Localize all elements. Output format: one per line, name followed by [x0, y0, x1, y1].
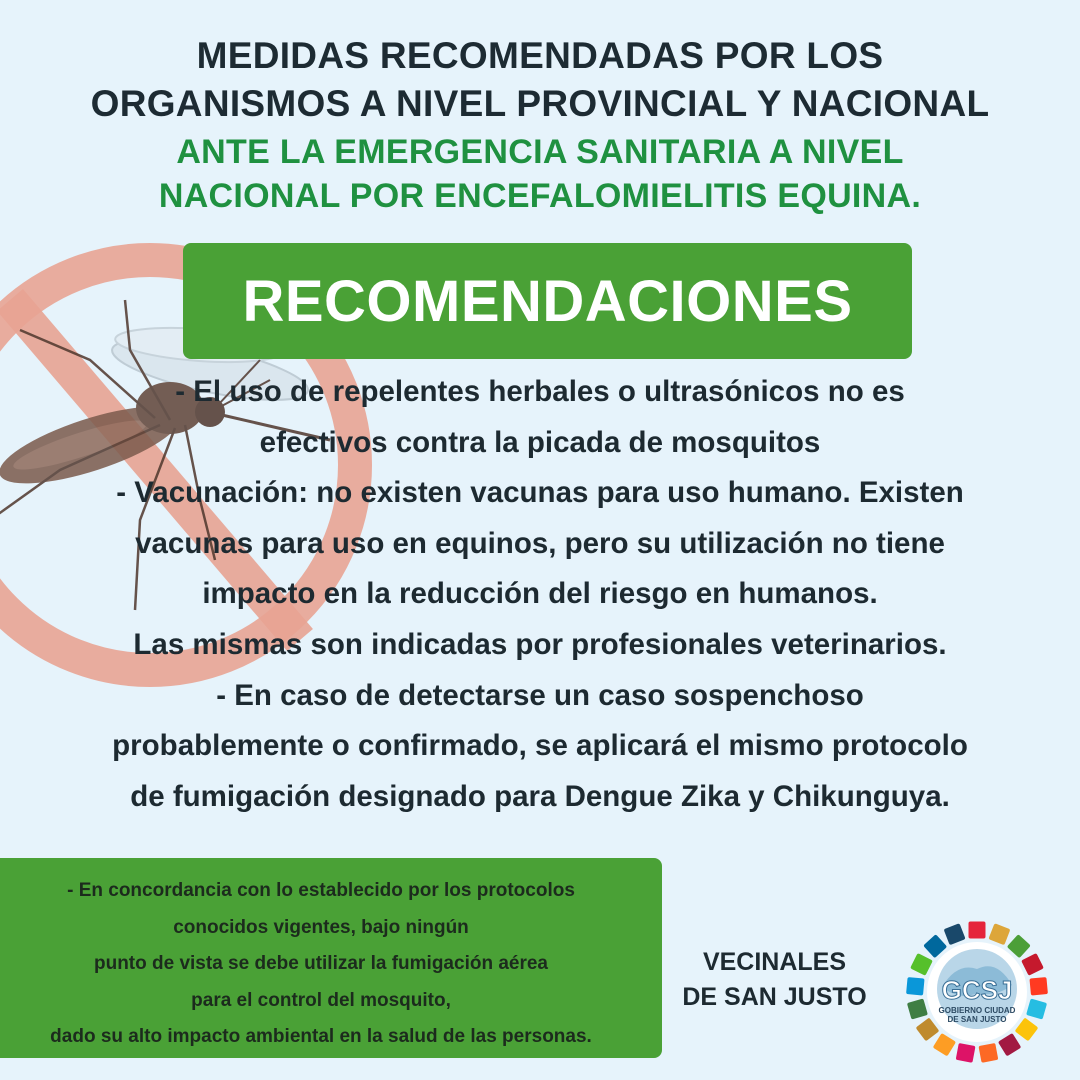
- sdg-tile: [988, 923, 1010, 945]
- recommendation-line: Las mismas son indicadas por profesionales veterinarios.: [133, 627, 947, 661]
- recommendation-line: vacunas para uso en equinos, pero su utilización no tiene: [135, 526, 945, 560]
- sdg-tile: [1021, 953, 1044, 976]
- recommendation-line: - El uso de repelentes herbales o ultrasónicos no es: [175, 375, 905, 408]
- sdg-tile: [907, 998, 928, 1019]
- signature-line: DE SAN JUSTO: [682, 983, 867, 1011]
- signature-line: VECINALES: [702, 948, 847, 976]
- subtitle: [0, 130, 1080, 218]
- sdg-tile: [933, 1033, 956, 1056]
- fumigation-note-box: [0, 858, 662, 1058]
- sdg-tile: [923, 934, 947, 958]
- sdg-tile: [956, 1043, 976, 1063]
- recommendations-banner-label: RECOMENDACIONES: [242, 268, 853, 334]
- sdg-tile: [998, 1033, 1021, 1056]
- logo-caption-line: DE SAN JUSTO: [947, 1015, 1007, 1024]
- sdg-tile: [1026, 998, 1047, 1019]
- sdg-tile: [1015, 1017, 1039, 1041]
- recommendation-line: probablemente o confirmado, se aplicará el mismo protocolo: [112, 729, 968, 763]
- sdg-tile: [969, 922, 986, 939]
- subtitle-line: ANTE LA EMERGENCIA SANITARIA A NIVEL: [176, 133, 904, 171]
- recommendations-banner: [183, 243, 912, 359]
- recommendation-line: - En caso de detectarse un caso sospenchoso: [216, 678, 864, 712]
- recommendation-line: de fumigación designado para Dengue Zika y Chikunguya.: [130, 779, 950, 813]
- recommendation-line: impacto en la reducción del riesgo en humanos.: [202, 577, 878, 611]
- sdg-tile: [906, 977, 924, 995]
- note-line: dado su alto impacto ambiental en la salud de las personas.: [50, 1026, 592, 1047]
- note-line: para el control del mosquito,: [191, 989, 451, 1011]
- main-title: [0, 32, 1080, 128]
- note-line: conocidos vigentes, bajo ningún: [173, 916, 469, 938]
- note-line: - En concordancia con lo establecido por los protocolos: [67, 880, 575, 901]
- gcsj-logo-icon: [902, 917, 1052, 1067]
- sdg-tile: [916, 1017, 940, 1041]
- sdg-tile: [944, 923, 966, 945]
- signature: [662, 945, 887, 1015]
- logo-acronym: GCSJ: [941, 975, 1013, 1005]
- fumigation-note-text: [0, 873, 642, 1056]
- sdg-tile: [978, 1043, 998, 1063]
- main-title-line: MEDIDAS RECOMENDADAS POR LOS: [196, 35, 884, 76]
- subtitle-line: NACIONAL POR ENCEFALOMIELITIS EQUINA.: [158, 177, 922, 215]
- note-line: punto de vista se debe utilizar la fumigación aérea: [93, 953, 548, 974]
- main-title-line: ORGANISMOS A NIVEL PROVINCIAL Y NACIONAL: [90, 83, 990, 124]
- sdg-tile: [910, 953, 933, 976]
- sdg-tile: [1007, 934, 1031, 958]
- recommendation-line: - Vacunación: no existen vacunas para uso humano. Existen: [116, 476, 964, 510]
- recommendation-line: efectivos contra la picada de mosquitos: [259, 425, 821, 459]
- logo-caption-line: GOBIERNO CIUDAD: [938, 1006, 1016, 1015]
- recommendations-text: [20, 367, 1060, 822]
- sdg-tile: [1029, 977, 1047, 995]
